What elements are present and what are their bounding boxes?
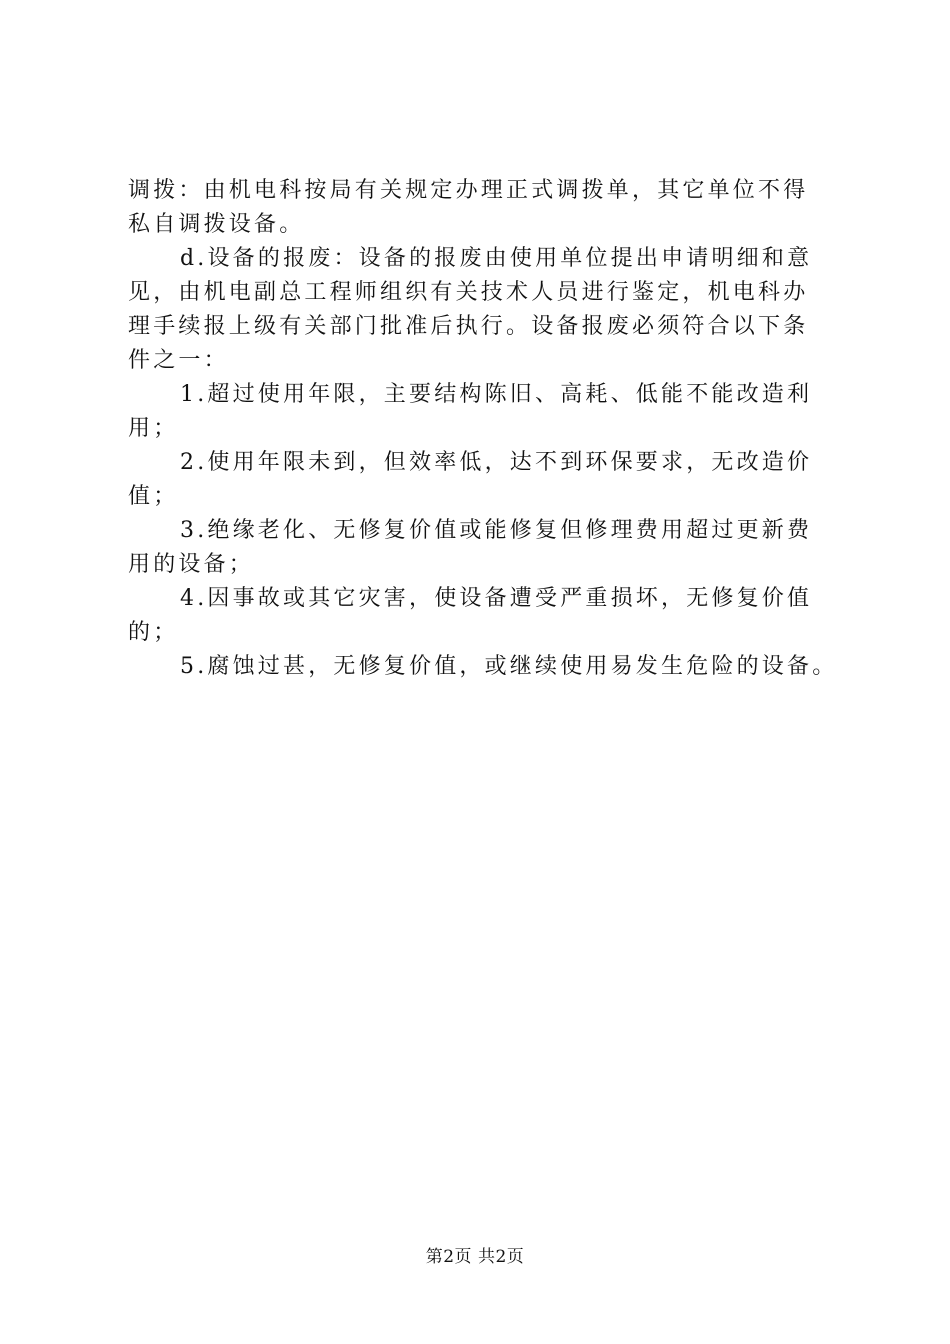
body-line: 私自调拨设备。 [128, 212, 305, 237]
body-line: 见，由机电副总工程师组织有关技术人员进行鉴定，机电科办 [128, 280, 809, 305]
page-footer: 第2页 共2页 [425, 1247, 525, 1267]
list-item-4: 4.因事故或其它灾害，使设备遭受严重损坏，无修复价值 [180, 586, 813, 611]
body-line: 值； [128, 484, 179, 509]
list-item-2: 2.使用年限未到，但效率低，达不到环保要求，无改造价 [180, 450, 813, 475]
body-line: 用； [128, 416, 179, 441]
body-line: 调拨：由机电科按局有关规定办理正式调拨单，其它单位不得 [128, 178, 809, 203]
list-item-1: 1.超过使用年限，主要结构陈旧、高耗、低能不能改造利 [180, 382, 813, 407]
body-line: 用的设备； [128, 552, 255, 577]
list-item-5: 5.腐蚀过甚，无修复价值，或继续使用易发生危险的设备。 [180, 654, 838, 679]
body-line: d.设备的报废：设备的报废由使用单位提出申请明细和意 [180, 246, 813, 271]
document-body [128, 174, 848, 684]
body-line: 件之一： [128, 348, 229, 373]
body-line: 理手续报上级有关部门批准后执行。设备报废必须符合以下条 [128, 314, 809, 339]
body-line: 的； [128, 620, 179, 645]
list-item-3: 3.绝缘老化、无修复价值或能修复但修理费用超过更新费 [180, 518, 813, 543]
